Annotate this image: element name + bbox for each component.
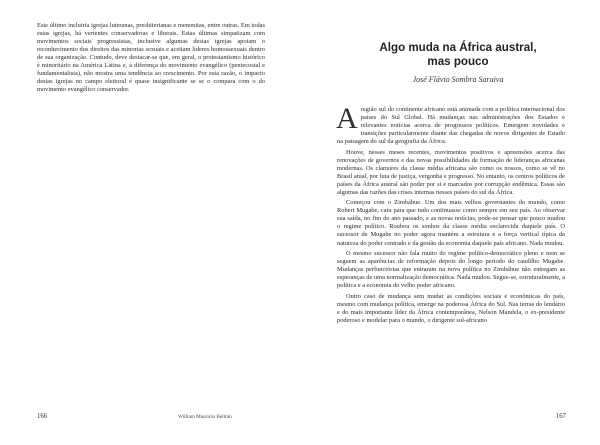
right-page-number: 167	[555, 413, 566, 420]
drop-cap: A	[336, 102, 358, 135]
chapter-author: José Flávio Sombra Saraiva	[412, 75, 504, 84]
left-page-number: 166	[37, 413, 48, 420]
chapter-title	[358, 41, 558, 69]
left-page-text: Este último incluiria igrejas luteranas, presbiterianas e menonitas, entre outras. Em todas estas igrejas, há vertentes conservadoras e liberais. Estas últimas simpatizam com movimentos sociais progressistas, inclusive algumas destas igrejas apoiam o reconhecimento dos direitos das minorias sexuais e aceitam líderes homossexuais dentro de sua organização. Contudo, deve destacar-se que, em geral, o protestantismo histórico é minoritário na América Latina e, à diferença do movimento evangélico (pentecostal e fundamentalista), não mostra uma tendência ao crescimento. Por esta razão, o impacto destas igrejas no campo eleitoral é quase insignificante se se o compara com o do movimento evangélico conservador.	[37, 22, 265, 94]
chapter-title-line-2: mas pouco	[427, 55, 489, 68]
body-paragraph	[336, 102, 565, 146]
body-paragraph-text: região sul do continente africano está animada com a política internacional dos países do Sul Global. Há mudanças nas administrações dos Estados e relevantes notícias acerca de progressos políticos. Emergem novidades e transições particularmente diante das chegadas de novos dirigentes de Estado na paisagem do sul da geografia da África.	[337, 106, 565, 146]
body-paragraph: Outro caso de mudança sem mudar as condições sociais e econômicas do país, mesmo com mudança política, emerge na poderosa África do Sul. Nas terras do lendário e do mais importante líder da África contemporânea, Nelson Mandela, o ex-presidente poderoso e modelar para o mundo, o dirigente sul-africano	[337, 292, 565, 324]
running-head: William Mauricio Beltrán	[178, 414, 232, 420]
body-paragraph: Houve, nesses meses recentes, movimentos positivos e apreensões acerca das renovações de governos e das novas possibilidades de formação de lideranças africanas modernas. Os clamores da classe média africana são como os nossos, como se vê no Brasil atual, por luta de justiça, vergonha e progresso. No entanto, os centros políticos de países da África austral são poder por si e marcados por corrupção endêmica. Essas são algumas das razões das crises internas nesses países do sul da África.	[337, 148, 565, 196]
body-paragraph: Começou com o Zimbábue. Um dos mais velhos governantes do mundo, como Robert Mugabe, caiu para que tudo continuasse como sempre em seu país. Ao observar sua saída, no fim do ano passado, e as novas notícias, pode-se pensar que pouco mudou o regime político. Roubou os sonhos da classe média esclarecida daquele país. O sucessor de Mugabe no poder agora mantém a estrutura e a força vertical típica da natureza do poder centrado e da gestão da economia daquele país africano. Nada mudou.	[337, 199, 565, 247]
chapter-body	[336, 102, 566, 325]
chapter-title-line-1: Algo muda na África austral,	[379, 41, 537, 54]
body-paragraph: O mesmo sucessor não fala muito do regime político-democrático pleno e nem se seguem as aparências de reformação depois do longo período do caudilho Mugabe. Mudanças perfunctórias que entraram na nova política no Zimbábue não entregam as esperanças de uma normalização democrática. Nada mudou. Segue-se, estruturalmente, a política e a economia do velho poder africano.	[337, 249, 566, 290]
right-page	[300, 0, 600, 445]
